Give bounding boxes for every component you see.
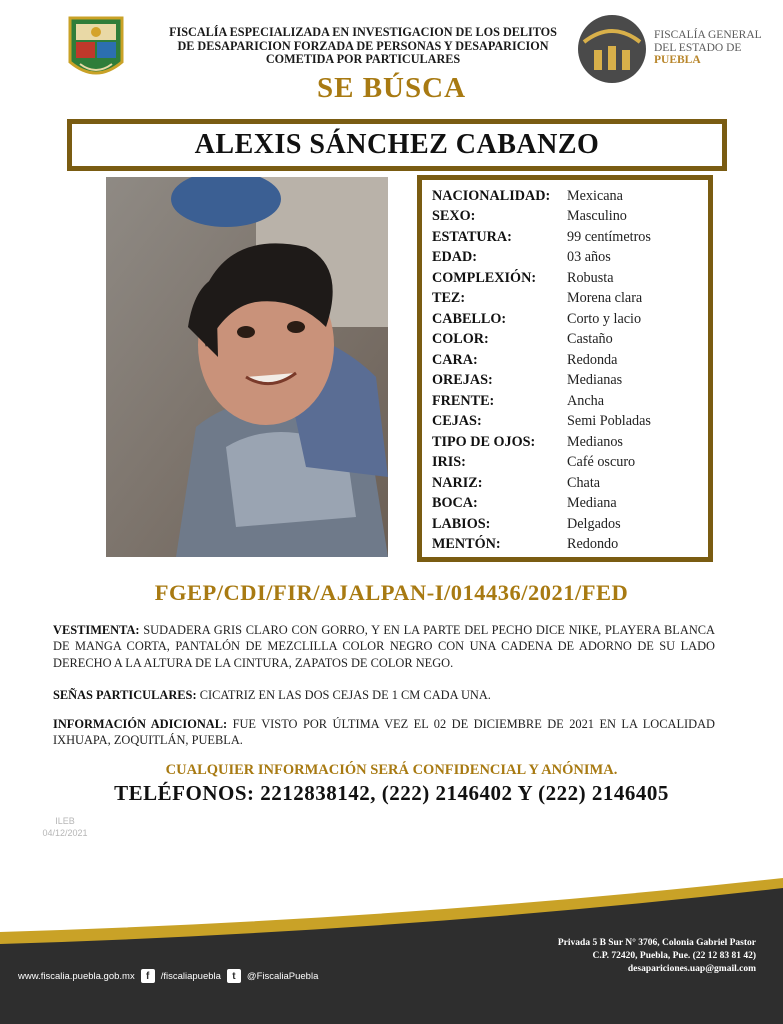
- logo-text-line: DEL ESTADO DE: [654, 41, 742, 54]
- attribute-label: IRIS:: [432, 454, 466, 471]
- attribute-row: [432, 535, 708, 556]
- attribute-row: [432, 494, 708, 515]
- extra-text: FUE VISTO POR ÚLTIMA VEZ EL 02 DE DICIEMBRE DE 2021 EN LA LOCALIDAD IXHUAPA, ZOQUITLÁN, PUEBLA.: [53, 717, 715, 748]
- attribute-label: CEJAS:: [432, 413, 482, 430]
- attribute-value: 99 centímetros: [567, 228, 651, 245]
- case-folio: FGEP/CDI/FIR/AJALPAN-I/014436/2021/FED: [154, 580, 629, 605]
- attribute-label: EDAD:: [432, 249, 477, 266]
- attribute-row: [432, 330, 708, 351]
- characteristics-panel: [417, 175, 713, 562]
- attribute-row: [432, 371, 708, 392]
- attribute-value: Café oscuro: [567, 454, 636, 471]
- attribute-label: NARIZ:: [432, 474, 483, 491]
- attribute-row: [432, 514, 708, 535]
- attribute-row: [432, 350, 708, 371]
- twitter-icon: t: [227, 969, 241, 983]
- website-link[interactable]: www.fiscalia.puebla.gob.mx: [18, 970, 135, 982]
- attribute-value: Delgados: [567, 515, 621, 532]
- attribute-label: SEXO:: [432, 208, 476, 225]
- attribute-value: Redonda: [567, 351, 618, 368]
- confidentiality-notice: CUALQUIER INFORMACIÓN SERÁ CONFIDENCIAL Y ANÓNIMA.: [165, 762, 618, 778]
- distinguishing-marks: [53, 687, 715, 703]
- fiscalia-logo-text: [654, 29, 762, 67]
- attribute-row: [432, 309, 708, 330]
- attribute-value: Chata: [567, 474, 601, 491]
- twitter-link[interactable]: @FiscaliaPuebla: [246, 970, 319, 982]
- footer-address: [558, 937, 756, 976]
- attribute-label: MENTÓN:: [432, 536, 501, 553]
- marks-label: SEÑAS PARTICULARES:: [53, 688, 197, 702]
- attribute-value: Robusta: [567, 269, 614, 286]
- attribute-value: Mexicana: [567, 187, 623, 204]
- attribute-row: [432, 412, 708, 433]
- agency-title: [138, 26, 588, 67]
- attribute-row: [432, 289, 708, 310]
- clothing-text: SUDADERA GRIS CLARO CON GORRO, Y EN LA PARTE DEL PECHO DICE NIKE, PLAYERA BLANCA DE MANGA CORTA, PANTALÓN DE MEZCLILLA COLOR NEGRO CON UNA CADENA DE ADORNO DE SU LADO DERECHO A LA ALTURA DE LA CINTURA, ZAPATOS DE COLOR NEGO.: [53, 623, 715, 670]
- attribute-value: Castaño: [567, 331, 613, 348]
- logo-text-line: PUEBLA: [654, 54, 701, 66]
- attribute-value: Mediana: [567, 495, 617, 512]
- stamp-line: 04/12/2021: [42, 828, 88, 838]
- attribute-label: COLOR:: [432, 331, 489, 348]
- attribute-value: Medianos: [567, 433, 623, 450]
- attribute-row: [432, 391, 708, 412]
- attribute-row: [432, 268, 708, 289]
- facebook-link[interactable]: /fiscaliapuebla: [160, 970, 221, 982]
- facebook-icon: f: [141, 969, 155, 983]
- clothing-label: VESTIMENTA:: [53, 623, 140, 637]
- attribute-label: TIPO DE OJOS:: [432, 433, 536, 450]
- attribute-value: Masculino: [567, 208, 627, 225]
- person-name-text: ALEXIS SÁNCHEZ CABANZO: [194, 129, 600, 160]
- agency-line: FISCALÍA ESPECIALIZADA EN INVESTIGACION DE LOS DELITOS: [169, 25, 557, 39]
- footer-links: [18, 969, 318, 983]
- additional-info: [53, 716, 715, 749]
- attribute-row: [432, 473, 708, 494]
- clothing-description: [53, 622, 715, 671]
- attribute-value: Corto y lacio: [567, 310, 642, 327]
- attribute-label: OREJAS:: [432, 372, 493, 389]
- attribute-row: [432, 248, 708, 269]
- agency-line: DE DESAPARICION FORZADA DE PERSONAS Y DESAPARICION: [177, 38, 549, 53]
- attribute-value: 03 años: [567, 249, 611, 266]
- logo-text-line: FISCALÍA GENERAL: [654, 29, 762, 41]
- attribute-label: FRENTE:: [432, 392, 495, 409]
- attribute-label: CARA:: [432, 351, 478, 368]
- agency-line: COMETIDA POR PARTICULARES: [265, 52, 461, 66]
- attribute-value: Ancha: [567, 392, 605, 409]
- attribute-value: Medianas: [567, 372, 623, 389]
- marks-text: CICATRIZ EN LAS DOS CEJAS DE 1 CM CADA UNA.: [199, 688, 491, 702]
- attribute-row: [432, 432, 708, 453]
- contact-email[interactable]: desapariciones.uap@gmail.com: [627, 964, 756, 974]
- attribute-label: TEZ:: [432, 290, 466, 307]
- attribute-label: COMPLEXIÓN:: [432, 269, 537, 286]
- attribute-row: [432, 227, 708, 248]
- stamp-line: ILEB: [55, 816, 75, 826]
- attribute-label: ESTATURA:: [432, 228, 512, 245]
- attribute-row: [432, 453, 708, 474]
- attribute-value: Morena clara: [567, 290, 643, 307]
- attribute-value: Semi Pobladas: [567, 413, 651, 430]
- phone-numbers: TELÉFONOS: 2212838142, (222) 2146402 Y (222) 2146405: [114, 781, 669, 805]
- attribute-value: Redondo: [567, 536, 619, 553]
- extra-label: INFORMACIÓN ADICIONAL:: [53, 717, 228, 731]
- attribute-row: [432, 186, 708, 207]
- attribute-label: CABELLO:: [432, 310, 507, 327]
- attribute-row: [432, 207, 708, 228]
- attribute-label: NACIONALIDAD:: [432, 187, 551, 204]
- address-line: C.P. 72420, Puebla, Pue. (22 12 83 81 42): [592, 951, 756, 961]
- headline: SE BÚSCA: [316, 72, 467, 104]
- attribute-label: LABIOS:: [432, 515, 491, 532]
- missing-person-name: [67, 119, 727, 171]
- address-line: Privada 5 B Sur N° 3706, Colonia Gabriel Pastor: [557, 938, 756, 948]
- date-stamp: [30, 815, 100, 839]
- attribute-label: BOCA:: [432, 495, 478, 512]
- missing-person-photo: [106, 177, 388, 557]
